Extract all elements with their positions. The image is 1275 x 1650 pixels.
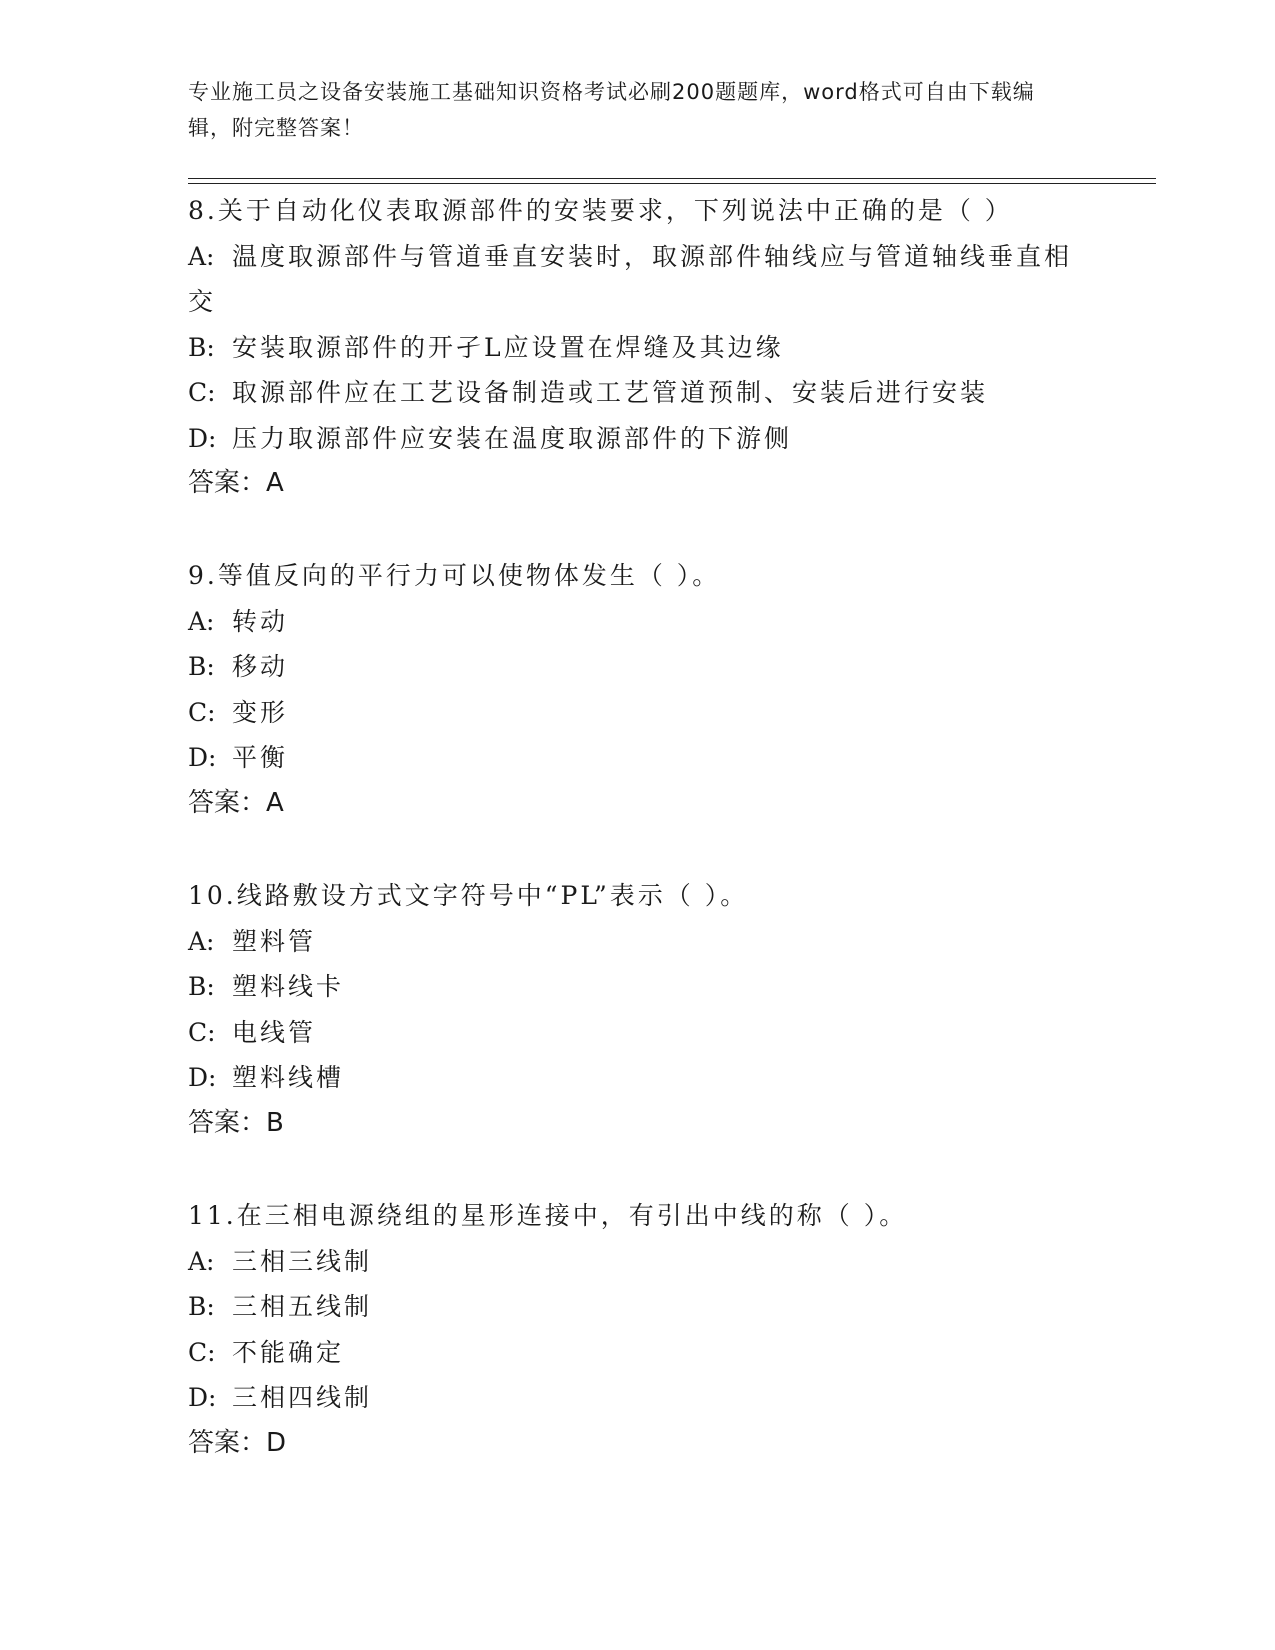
option-letter: D: (188, 423, 217, 453)
option-c (188, 1330, 1088, 1376)
answer: 答案：A (188, 468, 284, 498)
option-letter: A: (188, 926, 215, 956)
header-divider-bottom (188, 183, 1156, 184)
question-9 (188, 553, 1088, 826)
answer: 答案：B (188, 1107, 284, 1138)
option-letter: A: (188, 241, 215, 271)
option-c (188, 1010, 1088, 1056)
option-a (188, 234, 1088, 325)
option-letter: B: (188, 972, 215, 1001)
header-divider-top (188, 178, 1156, 179)
option-text: 温度取源部件与管道垂直安装时，取源部件轴线应与管道轴线垂直相交 (188, 241, 1073, 316)
option-b (188, 964, 1088, 1010)
option-text: 移动 (232, 652, 289, 681)
option-text: 平衡 (232, 743, 289, 772)
option-c (188, 370, 1088, 416)
question-title: 11.在三相电源绕组的星形连接中，有引出中线的称（ ）。 (188, 1201, 908, 1230)
option-text: 三相四线制 (232, 1383, 373, 1412)
option-text: 压力取源部件应安装在温度取源部件的下游侧 (232, 423, 793, 453)
option-d (188, 416, 1088, 462)
option-text: 三相五线制 (232, 1292, 373, 1321)
option-letter: B: (188, 332, 215, 362)
option-text: 塑料线槽 (232, 1063, 345, 1092)
option-a (188, 1239, 1088, 1285)
option-a (188, 919, 1088, 965)
answer: 答案：D (188, 1427, 287, 1458)
option-text: 电线管 (232, 1017, 317, 1047)
option-text: 转动 (232, 606, 289, 636)
question-11 (188, 1193, 1088, 1466)
question-title: 10.线路敷设方式文字符号中“PL”表示（ ）。 (188, 881, 749, 910)
question-8 (188, 188, 1088, 507)
option-text: 不能确定 (232, 1337, 345, 1367)
option-text: 三相三线制 (232, 1246, 373, 1276)
option-c (188, 690, 1088, 736)
option-text: 取源部件应在工艺设备制造或工艺管道预制、安装后进行安装 (232, 378, 989, 407)
option-d (188, 735, 1088, 781)
option-letter: C: (188, 697, 216, 727)
option-letter: D: (188, 1383, 217, 1412)
option-d (188, 1055, 1088, 1101)
option-letter: C: (188, 378, 216, 407)
option-letter: C: (188, 1337, 216, 1367)
option-letter: A: (188, 606, 215, 636)
option-letter: B: (188, 1292, 215, 1321)
option-letter: A: (188, 1246, 215, 1276)
question-title: 8.关于自动化仪表取源部件的安装要求，下列说法中正确的是（ ） (188, 196, 1013, 225)
question-title: 9.等值反向的平行力可以使物体发生（ ）。 (188, 561, 721, 590)
option-letter: D: (188, 1063, 217, 1092)
option-b (188, 1284, 1088, 1330)
option-text: 安装取源部件的开孑L应设置在焊缝及其边缘 (232, 332, 784, 362)
option-b (188, 644, 1088, 690)
option-a (188, 599, 1088, 645)
option-letter: B: (188, 652, 215, 681)
document-header: 专业施工员之设备安装施工基础知识资格考试必刷200题题库，word格式可自由下载编辑，附完整答案！ (188, 80, 1035, 140)
option-text: 变形 (232, 697, 289, 727)
option-d (188, 1375, 1088, 1421)
question-10 (188, 873, 1088, 1146)
option-letter: C: (188, 1017, 216, 1047)
option-text: 塑料管 (232, 926, 317, 956)
option-text: 塑料线卡 (232, 972, 345, 1001)
answer: 答案：A (188, 787, 284, 818)
option-letter: D: (188, 743, 217, 772)
option-b (188, 325, 1088, 371)
